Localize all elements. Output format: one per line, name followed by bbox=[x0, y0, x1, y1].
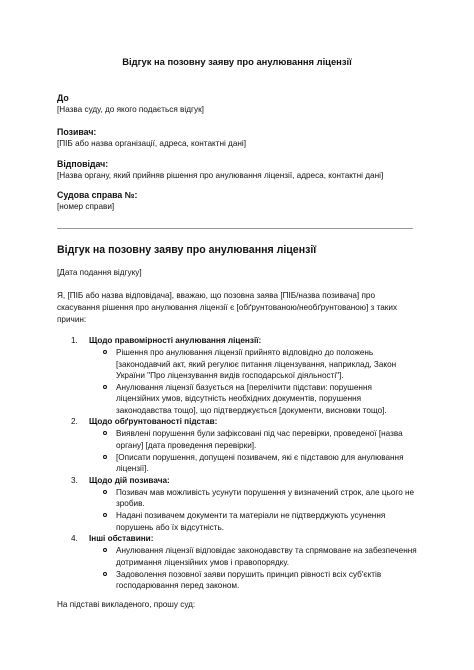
bullet-icon bbox=[103, 431, 107, 435]
list-item bbox=[89, 569, 417, 592]
case-value: [номер справи] bbox=[57, 202, 115, 211]
divider bbox=[57, 228, 413, 229]
recipient-value: [Назва суду, до якого подається відгук] bbox=[57, 105, 204, 114]
reason-section bbox=[57, 475, 417, 533]
reason-section bbox=[57, 533, 417, 591]
list-item-text: Анулювання ліцензії базується на [перелічити підстави: порушення ліцензійних умов, відсутність необхідних документів, порушення законодавства тощо], що підтверджується [документи, висновки тощо]. bbox=[116, 383, 387, 415]
list-item bbox=[89, 347, 417, 381]
list-item-text: Позивач мав можливість усунути порушення у визначений строк, але цього не зробив. bbox=[116, 487, 415, 509]
plaintiff-block bbox=[57, 126, 246, 150]
recipient-block bbox=[57, 92, 204, 116]
list-item-text: [Описати порушення, допущені позивачем, які є підставою для анулювання ліцензії]. bbox=[116, 452, 404, 474]
list-item-text: Рішення про анулювання ліцензії прийнято відповідно до положень [законодавчий акт, який регулює питання ліцензування, наприклад, Закон України "Про ліцензування видів господарської діяльності"]. bbox=[116, 348, 397, 380]
bullet-icon bbox=[103, 385, 107, 389]
closing-text: На підставі викладеного, прошу суд: bbox=[57, 600, 196, 609]
list-item bbox=[89, 382, 417, 416]
section-title: Інші обставини: bbox=[89, 534, 154, 544]
bullet-icon bbox=[103, 490, 107, 494]
list-item bbox=[89, 510, 417, 533]
section-heading: Відгук на позовну заяву про анулювання ліцензії bbox=[57, 244, 317, 256]
reason-section bbox=[57, 416, 417, 474]
section-number: 3. bbox=[71, 475, 78, 485]
bullet-icon bbox=[103, 572, 107, 576]
intro-paragraph: Я, [ПІБ або назва відповідача], вважаю, що позовна заява [ПІБ/назва позивача] про скасування рішення про анулювання ліцензії є [обґрунтованою/необґрунтованою] з таких причин: bbox=[57, 291, 398, 324]
plaintiff-value: [ПІБ або назва організації, адреса, контактні дані] bbox=[57, 139, 247, 148]
bullet-icon bbox=[103, 548, 107, 552]
list-item-text: Виявлені порушення були зафіксовані під час перевірки, проведеної [назва органу] [дата проведення перевірки]. bbox=[116, 429, 403, 450]
case-label: Судова справа №: bbox=[57, 190, 138, 200]
list-item bbox=[89, 487, 417, 510]
plaintiff-label: Позивач: bbox=[57, 127, 97, 137]
section-number: 1. bbox=[71, 336, 78, 345]
list-item-text: Задоволення позовної заяви порушить принцип рівності всіх суб'єктів господарювання перед законом. bbox=[116, 569, 382, 591]
section-number: 2. bbox=[71, 417, 78, 427]
defendant-block bbox=[57, 158, 383, 182]
list-item-text: Анулювання ліцензії відповідає законодавству та спрямоване на забезпечення дотримання ліцензійних умов і правопорядку. bbox=[116, 546, 417, 567]
bullet-icon bbox=[103, 513, 107, 517]
bullet-icon bbox=[103, 350, 107, 354]
case-block bbox=[57, 189, 137, 213]
defendant-label: Відповідач: bbox=[57, 159, 109, 169]
list-item-text: Надані позивачем документи та матеріали не підтверджують усунення порушень або їх відсутність. bbox=[116, 511, 386, 532]
recipient-label: До bbox=[57, 93, 69, 103]
bullet-icon bbox=[103, 455, 107, 459]
reasons-list bbox=[57, 335, 417, 592]
section-title: Щодо правомірності анулювання ліцензії: bbox=[89, 336, 262, 345]
document-title: Відгук на позовну заяву про анулювання ліцензії bbox=[122, 56, 352, 67]
list-item bbox=[89, 428, 417, 451]
submission-date: [Дата подання відгуку] bbox=[57, 268, 142, 277]
section-title: Щодо обґрунтованості підстав: bbox=[89, 417, 218, 427]
section-title: Щодо дій позивача: bbox=[89, 475, 170, 485]
list-item bbox=[89, 452, 417, 475]
defendant-value: [Назва органу, який прийняв рішення про анулювання ліцензії, адреса, контактні дані] bbox=[57, 171, 384, 180]
list-item bbox=[89, 545, 417, 568]
reason-section bbox=[57, 335, 417, 416]
section-number: 4. bbox=[71, 534, 78, 544]
